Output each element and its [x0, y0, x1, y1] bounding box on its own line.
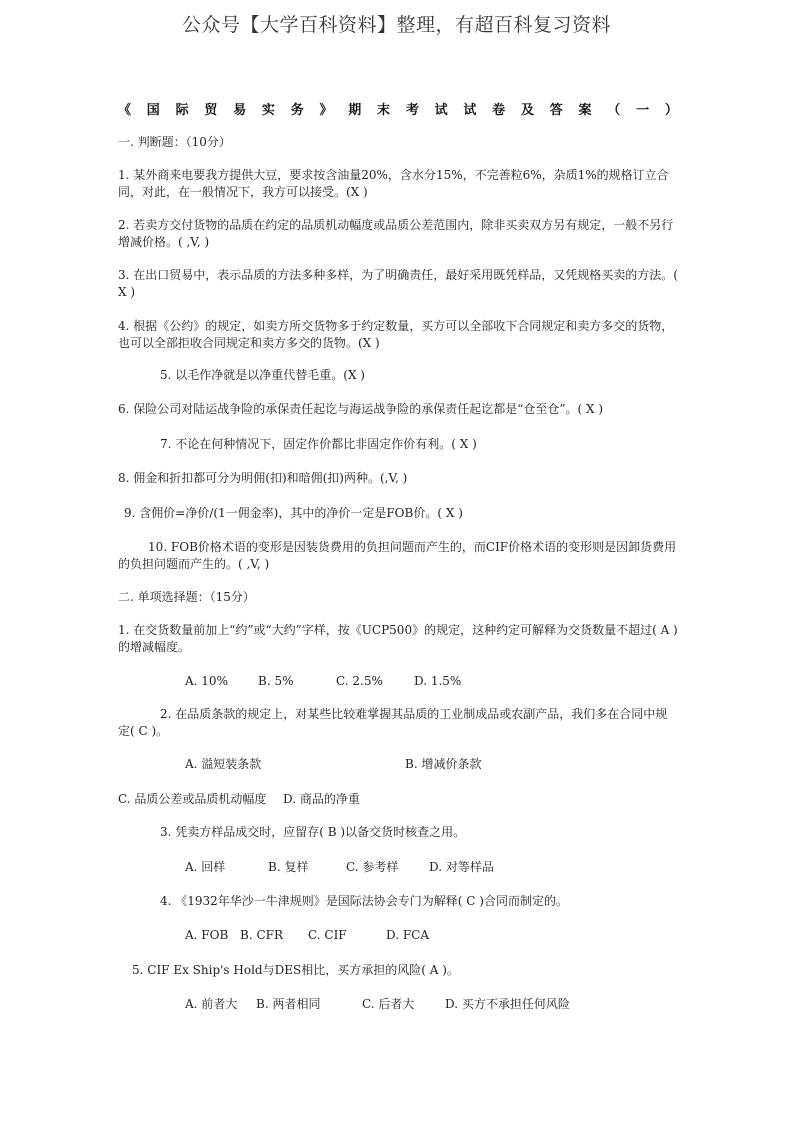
mc4-option-c: C. CIF	[308, 928, 347, 942]
title-char: 答	[549, 103, 563, 118]
title-char: 及	[520, 103, 534, 118]
tf-question-10: 10. FOB价格术语的变形是因装货费用的负担问题而产生的，而CIF价格术语的变形则是因卸货费用的负担问题而产生的。( ,V, )	[118, 540, 677, 571]
mc4-option-a: A. FOB	[185, 928, 229, 942]
title-char: 卷	[492, 103, 506, 118]
mc-question-4: 4. 《1932年华沙一牛津规则》是国际法协会专门为解释( C )合同而制定的。	[160, 894, 568, 908]
mc2-option-a: A. 溢短装条款	[185, 757, 262, 771]
mc-question-1: 1. 在交货数量前加上“约”或“大约”字样，按《UCP500》的规定，这种约定可解释为交货数量不超过( A )的增减幅度。	[118, 623, 678, 654]
tf-question-7: 7. 不论在何种情况下，固定作价都比非固定作价有利。( X )	[160, 437, 477, 451]
mc1-option-c: C. 2.5%	[336, 674, 383, 688]
mc2-option-b: B. 增减价条款	[405, 757, 482, 771]
section1-heading: 一. 判断题：（10分）	[118, 135, 231, 149]
mc4-option-d: D. FCA	[386, 928, 429, 942]
title-char: 《	[118, 103, 132, 118]
mc3-option-a: A. 回样	[185, 860, 226, 874]
mc3-option-c: C. 参考样	[346, 860, 399, 874]
tf-question-5: 5. 以毛作净就是以净重代替毛重。(X )	[160, 368, 365, 382]
title-char: ）	[664, 103, 678, 118]
tf-question-6: 6. 保险公司对陆运战争险的承保责任起讫与海运战争险的承保责任起讫都是“仓至仓”。( X )	[118, 402, 604, 416]
mc3-option-b: B. 复样	[268, 860, 309, 874]
title-char: 试	[463, 103, 477, 118]
title-char: 一	[636, 103, 650, 118]
title-char: 实	[261, 103, 275, 118]
tf-question-1: 1. 某外商来电要我方提供大豆，要求按含油量20%，含水分15%，不完善粒6%，杂质1%的规格订立合同，对此，在一般情况下，我方可以接受。(X )	[118, 168, 669, 199]
mc2-option-c: C. 品质公差或品质机动幅度	[118, 792, 267, 806]
tf-question-9: 9. 含佣价=净价/(1一佣金率)，其中的净价一定是FOB价。( X )	[124, 506, 463, 520]
mc5-option-d: D. 买方不承担任何风险	[445, 997, 570, 1011]
title-char: 易	[233, 103, 247, 118]
tf-question-3: 3. 在出口贸易中，表示品质的方法多种多样，为了明确责任，最好采用既凭样品，又凭规格买卖的方法。( X )	[118, 268, 678, 299]
mc5-option-c: C. 后者大	[362, 997, 415, 1011]
title-char: 末	[377, 103, 391, 118]
title-char: 考	[405, 103, 419, 118]
page-header: 公众号【大学百科资料】整理，有超百科复习资料	[181, 14, 611, 36]
exam-title	[118, 99, 678, 118]
title-char: 试	[434, 103, 448, 118]
mc1-option-d: D. 1.5%	[414, 674, 462, 688]
title-char: 案	[578, 103, 592, 118]
title-char: 》	[319, 103, 333, 118]
mc1-option-b: B. 5%	[258, 674, 294, 688]
mc1-option-a: A. 10%	[185, 674, 228, 688]
title-char: 贸	[204, 103, 218, 118]
title-char: 期	[348, 103, 362, 118]
tf-question-2: 2. 若卖方交付货物的品质在约定的品质机动幅度或品质公差范围内，除非买卖双方另有规定，一般不另行增减价格。( ,V, )	[118, 218, 674, 249]
mc-question-2: 2. 在品质条款的规定上，对某些比较难掌握其品质的工业制成品或农副产品，我们多在合同中规定( C )。	[118, 707, 668, 738]
mc-question-3: 3. 凭卖方样品成交时，应留存( B )以备交货时核查之用。	[160, 825, 466, 839]
mc-question-5: 5. CIF Ex Ship's Hold与DES相比，买方承担的风险( A )。	[132, 963, 459, 977]
title-char: （	[607, 103, 621, 118]
tf-question-4: 4. 根据《公约》的规定，如卖方所交货物多于约定数量，买方可以全部收下合同规定和卖方多交的货物，也可以全部拒收合同规定和卖方多交的货物。(X )	[118, 319, 674, 350]
title-char: 务	[290, 103, 304, 118]
section2-heading: 二. 单项选择题：（15分）	[118, 590, 255, 604]
mc3-option-d: D. 对等样品	[429, 860, 494, 874]
mc2-option-d: D. 商品的净重	[283, 792, 360, 806]
mc5-option-a: A. 前者大	[185, 997, 238, 1011]
tf-question-8: 8. 佣金和折扣都可分为明佣(扣)和暗佣(扣)两种。(,V, )	[118, 471, 408, 485]
mc4-option-b: B. CFR	[240, 928, 283, 942]
mc5-option-b: B. 两者相同	[256, 997, 321, 1011]
title-char: 际	[175, 103, 189, 118]
title-char: 国	[146, 103, 160, 118]
